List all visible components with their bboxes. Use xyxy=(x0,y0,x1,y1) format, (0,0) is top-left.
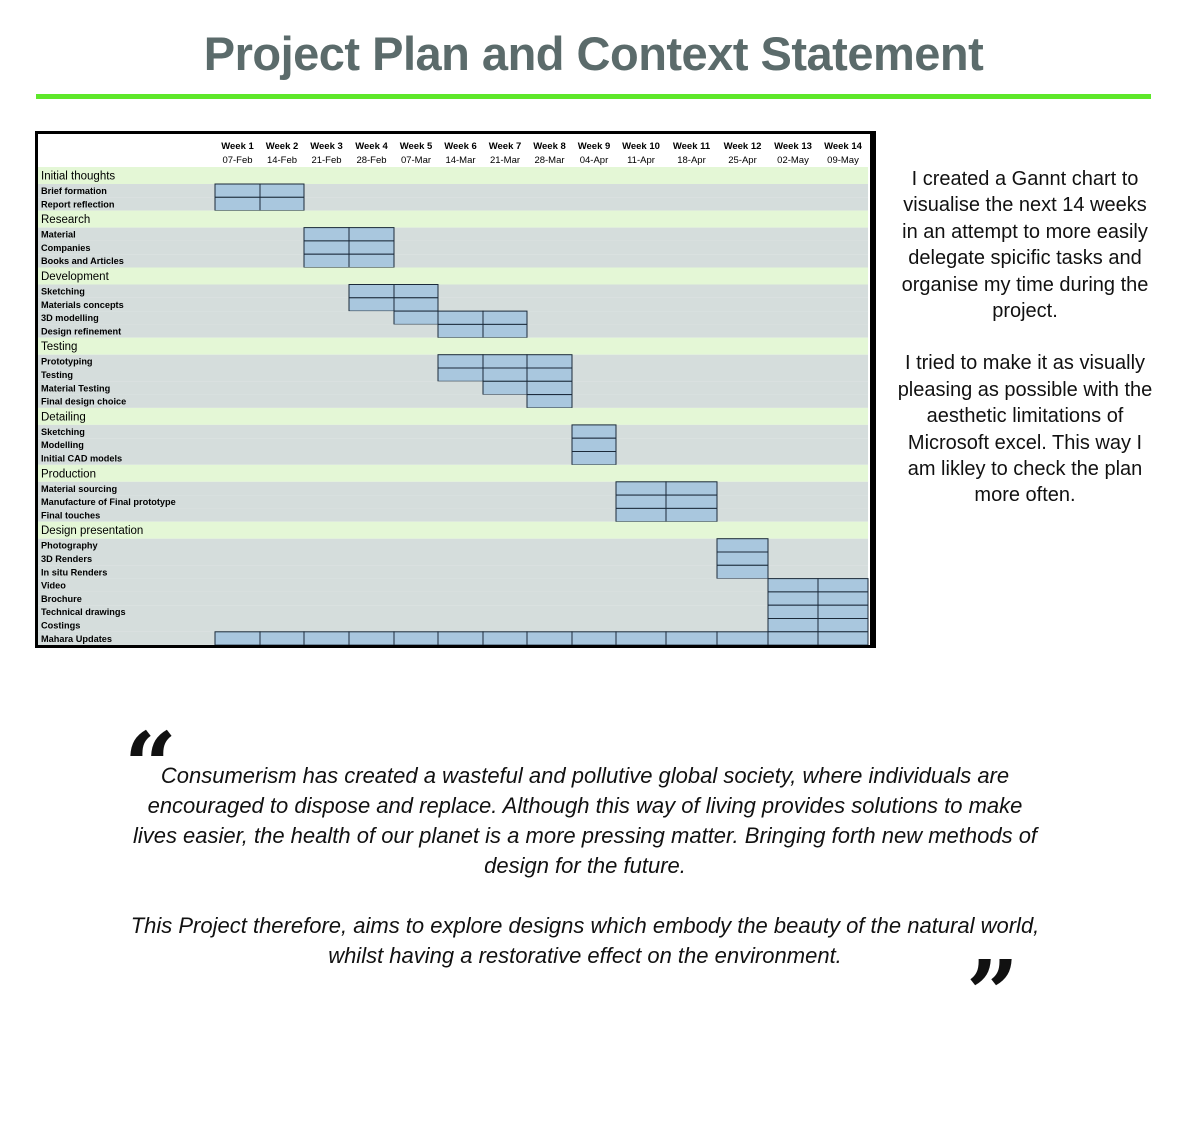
week-date: 21-Feb xyxy=(311,155,342,166)
gantt-bar-cell xyxy=(616,508,666,521)
gantt-task-row xyxy=(38,184,868,197)
gantt-bar-cell xyxy=(527,381,572,394)
gantt-bar-cell xyxy=(572,632,616,645)
gantt-task-row xyxy=(38,395,868,408)
gantt-task-label: Report reflection xyxy=(41,199,115,210)
gantt-task-label: Final design choice xyxy=(41,396,127,407)
week-label: Week 2 xyxy=(265,141,299,152)
gantt-bar-cell xyxy=(394,632,438,645)
gantt-bar-cell xyxy=(349,254,394,267)
gantt-bar-cell xyxy=(717,632,768,645)
gantt-bar-cell xyxy=(438,368,483,381)
gantt-bar-cell xyxy=(768,605,818,618)
gantt-task-label: Brochure xyxy=(41,593,82,604)
gantt-group-label: Design presentation xyxy=(41,525,144,538)
gantt-bar-cell xyxy=(215,184,260,197)
gantt-explanation-paragraph-2: I tried to make it as visually pleasing as possible with the aesthetic limitations of Microsoft excel. This way I am likley to check the plan more often. xyxy=(897,352,1153,507)
gantt-group-row xyxy=(38,268,868,285)
gantt-bar-cell xyxy=(717,539,768,552)
gantt-bar-cell xyxy=(304,632,349,645)
gantt-task-label: Video xyxy=(41,580,66,591)
gantt-task-row xyxy=(38,285,868,298)
gantt-bar-cell xyxy=(527,395,572,408)
gantt-task-label: Companies xyxy=(41,242,91,253)
gantt-bar-cell xyxy=(666,508,717,521)
gantt-task-label: Sketching xyxy=(41,426,85,437)
gantt-bar-cell xyxy=(818,592,868,605)
gantt-bar-cell xyxy=(260,632,304,645)
gantt-bar-cell xyxy=(304,254,349,267)
gantt-group-row xyxy=(38,408,868,425)
week-date: 18-Apr xyxy=(677,155,706,166)
gantt-bar-cell xyxy=(260,197,304,210)
gantt-task-row xyxy=(38,381,868,394)
gantt-bar-cell xyxy=(616,482,666,495)
gantt-bar-cell xyxy=(717,565,768,578)
gantt-bar-cell xyxy=(666,482,717,495)
gantt-chart-frame xyxy=(35,131,876,648)
gantt-task-row xyxy=(38,592,868,605)
gantt-bar-cell xyxy=(666,632,717,645)
gantt-chart-svg xyxy=(38,134,870,645)
gantt-bar-cell xyxy=(818,619,868,632)
gantt-bar-cell xyxy=(616,632,666,645)
gantt-bar-cell xyxy=(717,552,768,565)
gantt-task-row xyxy=(38,579,868,592)
page-title: Project Plan and Context Statement xyxy=(203,27,984,80)
gantt-task-label: Material sourcing xyxy=(41,483,118,494)
gantt-group-row xyxy=(38,522,868,539)
gantt-bar-cell xyxy=(818,605,868,618)
gantt-task-label: Design refinement xyxy=(41,326,122,337)
week-label: Week 13 xyxy=(774,141,812,152)
gantt-bar-cell xyxy=(394,285,438,298)
gantt-bar-cell xyxy=(438,632,483,645)
gantt-task-label: Material Testing xyxy=(41,383,111,394)
gantt-task-label: Modelling xyxy=(41,440,84,451)
week-label: Week 14 xyxy=(824,141,862,152)
gantt-task-label: Brief formation xyxy=(41,186,107,196)
gantt-bar-cell xyxy=(818,579,868,592)
week-date: 25-Apr xyxy=(728,155,757,166)
gantt-bar-cell xyxy=(483,381,527,394)
gantt-group-label: Development xyxy=(41,271,109,283)
gantt-task-label: Initial CAD models xyxy=(41,453,123,464)
gantt-task-label: Books and Articles xyxy=(41,256,124,267)
gantt-bar-cell xyxy=(394,298,438,311)
quote-paragraph-1: Consumerism has created a wasteful and pollutive global society, where individuals are encouraged to dispose and replace. Although this way of living provides solutions to make lives easier, the health of our planet is a more pressing matter. Bringing forth new methods of design for the future. xyxy=(132,763,1038,878)
gantt-bar-cell xyxy=(483,324,527,337)
gantt-task-label: Photography xyxy=(41,540,98,551)
week-date: 02-May xyxy=(777,155,809,166)
gantt-bar-cell xyxy=(666,495,717,508)
gantt-bar-cell xyxy=(768,579,818,592)
gantt-task-row xyxy=(38,508,868,521)
gantt-bar-cell xyxy=(483,311,527,324)
close-quote-mark: ” xyxy=(966,940,1019,1048)
gantt-task-label: Technical drawings xyxy=(41,607,126,618)
week-date: 28-Mar xyxy=(534,155,565,166)
gantt-bar-cell xyxy=(438,311,483,324)
gantt-task-label: Mahara Updates xyxy=(41,633,112,644)
week-date: 07-Feb xyxy=(222,155,253,166)
gantt-bar-cell xyxy=(260,184,304,197)
week-date: 11-Apr xyxy=(627,155,655,166)
gantt-bar-cell xyxy=(215,197,260,210)
context-statement-quote xyxy=(125,761,1045,971)
gantt-explanation-paragraph-1: I created a Gannt chart to visualise the next 14 weeks in an attempt to more easily delegate spicific tasks and organise my time during the project. xyxy=(901,168,1149,323)
gantt-bar-cell xyxy=(349,298,394,311)
gantt-group-row xyxy=(38,338,868,355)
gantt-bar-cell xyxy=(527,355,572,368)
week-label: Week 10 xyxy=(622,141,660,152)
gantt-task-label: Material xyxy=(41,229,76,240)
title-divider xyxy=(36,94,1151,99)
week-label: Week 6 xyxy=(444,141,477,152)
gantt-task-row xyxy=(38,228,868,241)
gantt-chart xyxy=(38,134,870,645)
gantt-task-label: Materials concepts xyxy=(41,299,124,310)
gantt-task-row xyxy=(38,197,868,210)
week-label: Week 4 xyxy=(355,141,388,152)
gantt-group-label: Initial thoughts xyxy=(41,170,116,183)
gantt-bar-cell xyxy=(304,241,349,254)
gantt-bar-cell xyxy=(304,228,349,241)
gantt-task-row xyxy=(38,605,868,618)
gantt-task-row xyxy=(38,452,868,465)
gantt-group-row xyxy=(38,167,868,184)
gantt-bar-cell xyxy=(349,228,394,241)
week-label: Week 3 xyxy=(310,141,343,152)
gantt-group-row xyxy=(38,465,868,482)
gantt-task-row xyxy=(38,241,868,254)
gantt-group-label: Research xyxy=(41,214,91,227)
gantt-task-row xyxy=(38,619,868,632)
gantt-bar-cell xyxy=(616,495,666,508)
gantt-task-row xyxy=(38,438,868,451)
gantt-bar-cell xyxy=(215,632,260,645)
gantt-task-label: Manufacture of Final prototype xyxy=(41,497,176,508)
gantt-group-label: Production xyxy=(41,468,96,481)
gantt-task-label: In situ Renders xyxy=(41,567,108,578)
gantt-bar-cell xyxy=(438,324,483,337)
gantt-bar-cell xyxy=(483,355,527,368)
week-label: Week 8 xyxy=(533,141,566,152)
gantt-task-label: Sketching xyxy=(41,286,85,297)
gantt-bar-cell xyxy=(527,632,572,645)
gantt-bar-cell xyxy=(527,368,572,381)
week-label: Week 1 xyxy=(221,141,254,152)
gantt-task-label: Testing xyxy=(41,370,73,380)
gantt-group-row xyxy=(38,211,868,228)
gantt-group-label: Detailing xyxy=(41,411,86,424)
gantt-bar-cell xyxy=(572,425,616,438)
week-date: 09-May xyxy=(827,155,859,166)
gantt-task-row xyxy=(38,254,868,267)
week-date: 14-Mar xyxy=(445,155,476,166)
gantt-bar-cell xyxy=(394,311,438,324)
gantt-task-row xyxy=(38,482,868,495)
open-quote-mark: “ xyxy=(124,712,177,820)
gantt-bar-cell xyxy=(483,368,527,381)
gantt-bar-cell xyxy=(572,452,616,465)
gantt-bar-cell xyxy=(768,592,818,605)
week-date: 14-Feb xyxy=(266,155,298,166)
week-date: 28-Feb xyxy=(356,155,387,166)
week-date: 21-Mar xyxy=(489,155,521,166)
gantt-explanation xyxy=(895,166,1155,509)
week-date: 04-Apr xyxy=(579,155,609,166)
gantt-task-label: 3D Renders xyxy=(41,554,93,564)
week-label: Week 7 xyxy=(488,141,522,152)
gantt-task-label: Final touches xyxy=(41,510,101,521)
gantt-bar-cell xyxy=(438,355,483,368)
gantt-group-label: Testing xyxy=(41,341,78,354)
gantt-bar-cell xyxy=(768,632,818,645)
gantt-bar-cell xyxy=(483,632,527,645)
gantt-task-row xyxy=(38,425,868,438)
week-label: Week 9 xyxy=(577,141,611,152)
gantt-task-label: 3D modelling xyxy=(41,313,99,324)
gantt-bar-cell xyxy=(768,619,818,632)
week-label: Week 11 xyxy=(672,141,711,152)
gantt-bar-cell xyxy=(818,632,868,645)
quote-paragraph-2: This Project therefore, aims to explore designs which embody the beauty of the natural world, whilst having a restorative effect on the environment. xyxy=(130,913,1040,968)
gantt-bar-cell xyxy=(349,632,394,645)
gantt-task-label: Prototyping xyxy=(41,356,93,367)
gantt-task-label: Costings xyxy=(41,620,81,631)
week-date: 07-Mar xyxy=(400,155,432,166)
week-label: Week 5 xyxy=(399,141,433,152)
gantt-bar-cell xyxy=(349,241,394,254)
gantt-bar-cell xyxy=(572,438,616,451)
week-label: Week 12 xyxy=(723,141,762,152)
gantt-bar-cell xyxy=(349,285,394,298)
gantt-task-row xyxy=(38,298,868,311)
